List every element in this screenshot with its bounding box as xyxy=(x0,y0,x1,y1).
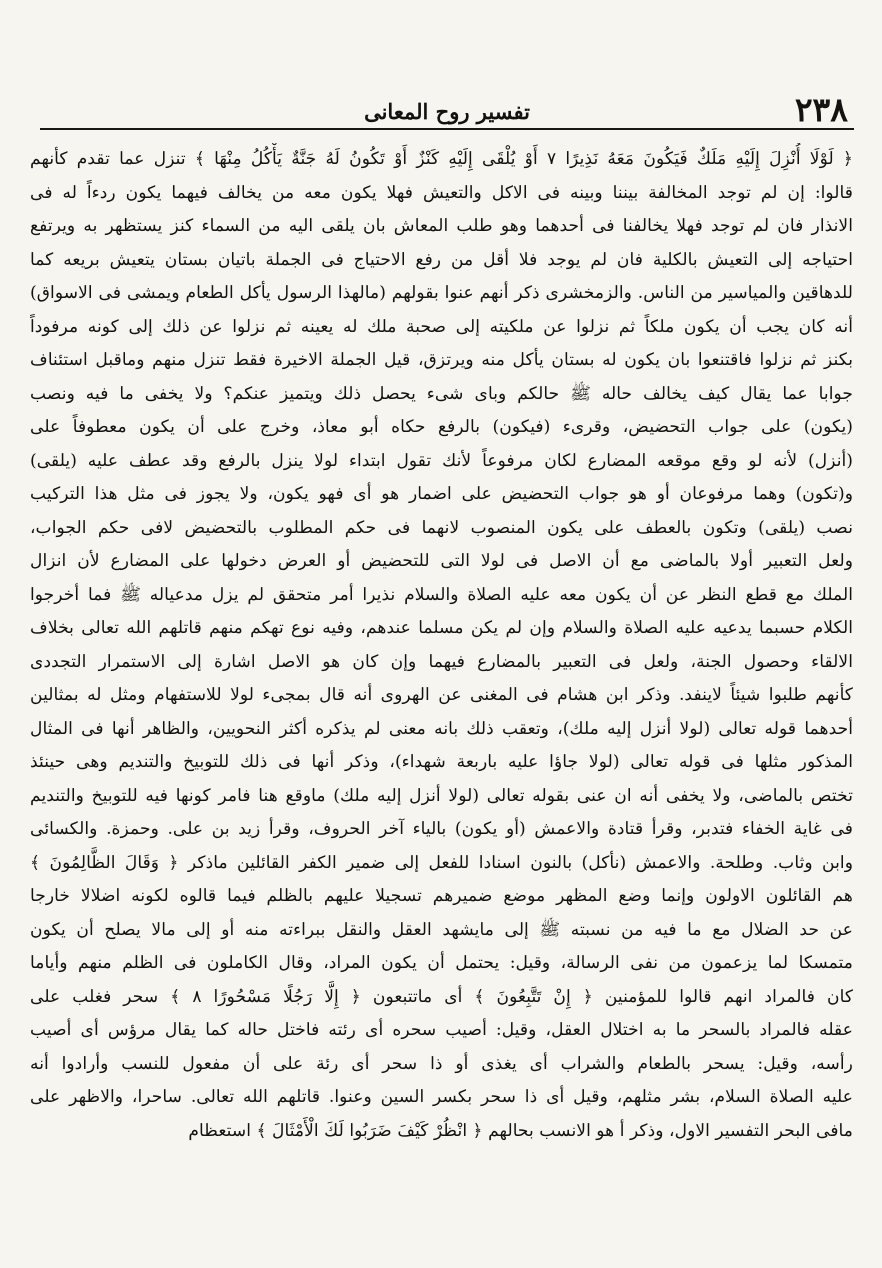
text-line: أنه كان يجب أن يكون ملكاً ثم نزلوا عن ملكيته إلى صحبة ملك له يعينه ثم نزلوا عن ذلك إلى كونه مرفوداً xyxy=(30,316,853,337)
text-line: مافى البحر التفسير الاول، وذكر أ هو الانسب بحالهم ﴿ انْظُرْ كَيْفَ ضَرَبُوا لَكَ الْأَمْثَالَ ﴾ استعظام xyxy=(188,1120,853,1141)
text-line: جوابا عما يقال كيف يخالف حاله ﷺ حالكم وباى شىء يحصل ذلك ويتميز عنكم؟ ولا يخفى ما فيه ونصب xyxy=(30,383,853,404)
text-line: المذكور مثلها فى قوله تعالى (لولا جاؤا عليه باربعة شهداء)، وذكر أنها فى ذلك للتوبيخ والتنديم وهى حينئذ xyxy=(30,752,853,772)
text-line: ولعل التعبير أولا بالماضى مع أن الاصل فى لولا التى للتحضيض أو العرض دخولها على المضارع لأن انزال xyxy=(30,551,853,571)
text-line: وابن وثاب. وطلحة. والاعمش (نأكل) بالنون اسنادا للفعل إلى ضمير الكفر القائلين ماذكر ﴿ وَقَالَ الظَّالِمُونَ ﴾ xyxy=(30,852,853,873)
text-line: الكلام حسبما يدعيه عليه الصلاة والسلام وإن لم يكن مسلما عندهم، وفيه نوع تهكم منهم قاتلهم الله تعالى بخلاف xyxy=(30,618,853,638)
text-line: نصب (يلقى) وتكون بالعطف على يكون المنصوب لانهما فى حكم المطلوب بالتحضيض لافى حكم الجواب، xyxy=(30,517,853,538)
body-text xyxy=(30,143,853,1148)
text-line: الملك مع قطع النظر عن أن يكون معه عليه الصلاة والسلام نذيرا أمر متحقق لم يزل مدعياله ﷺ فما أخرجوا xyxy=(30,584,853,605)
text-line: للدهاقين والمياسير من الناس. والزمخشرى ذكر أنهم عنوا بقولهم (مالهذا الرسول يأكل الطعام ويمشى فى الاسواق) xyxy=(30,283,853,303)
text-line: رأسه، وقيل: يسحر بالطعام والشراب أى يغذى أو ذا سحر أى رئة على أن مفعول للنسب وأرادوا أنه xyxy=(30,1053,853,1074)
text-line: أحدهما قوله تعالى (لولا أنزل إليه ملك)، وتعقب ذلك بانه معنى لم يذكره أكثر النحويين، والظاهر أنها فى المثال xyxy=(30,718,853,739)
text-line: تختص بالماضى، ولا يخفى أنه ان عنى بقوله تعالى (لولا أنزل إليه ملك) ماوقع هنا فامر كونها فيه للتوبيخ والتنديم xyxy=(30,785,853,806)
text-line: هم القائلون الاولون وإنما وضع المظهر موضع ضميرهم تسجيلا عليهم بالظلم فيما قالوه لكونه اضلالا خارجا xyxy=(30,886,853,906)
running-title: تفسير روح المعانى xyxy=(364,99,530,124)
text-line: (يكون) على جواب التحضيض، وقرىء (فيكون) بالرفع حكاه أبو معاذ، وخرج على أن يكون معطوفاً على xyxy=(30,417,853,437)
text-line: احتياجه إلى التعيش بالكلية فان لم يوجد فلا أقل من رفع الاحتياج فى الجملة باتيان بستان يتعيش بريعه كما xyxy=(30,249,853,270)
text-line: ﴿ لَوْلَا أُنْزِلَ إِلَيْهِ مَلَكٌ فَيَكُونَ مَعَهُ نَذِيرًا ٧ أَوْ يُلْقَى إِلَيْهِ كَنْزٌ أَوْ تَكُونُ لَهُ جَنَّةٌ يَأْكُلُ مِنْهَا ﴾ تنزل عما تقدم كأنهم xyxy=(30,149,853,169)
text-line: و(تكون) وهما مرفوعان أو هو جواب التحضيض على اضمار هو أى فهو يكون، ولا يجوز فى مثل هذا التركيب xyxy=(30,484,853,504)
text-line: (أنزل) لأنه لو وقع موقعه المضارع لكان مرفوعاً لأنك تقول ابتداء لولا ينزل بالرفع وقد عطف عليه (يلقى) xyxy=(30,450,853,471)
text-line: الالقاء وحصول الجنة، ولعل فى التعبير بالمضارع فيهما وإن كان هو الاصل اشارة إلى الاستمرار التجددى xyxy=(30,651,853,672)
text-line: قالوا: إن لم توجد المخالفة بيننا وبينه فى الاكل والتعيش فهلا يكون معه من يخالف فيهما يكون ردءاً له فى xyxy=(30,182,853,203)
text-line: الانذار فان لم توجد فهلا يخالفنا فى أحدهما وهو طلب المعاش بان يلقى اليه من السماء كنز يستظهر به ويرتفع xyxy=(30,216,853,236)
text-line: عليه الصلاة السلام، بشر مثلهم، وقيل أى ذا سحر بكسر السين وعنوا. قاتلهم الله تعالى. ساحرا، والاظهر على xyxy=(30,1087,853,1107)
page-header xyxy=(40,86,854,129)
text-line: بكنز ثم نزلوا فاقتنعوا بان يكون له بستان يأكل منه ويرتزق، قيل الجملة الاخيرة فقط تنزل منهم وماقبل استئناف xyxy=(30,350,853,370)
text-line: فى غاية الخفاء فتدبر، وقرأ قتادة والاعمش (أو يكون) بالياء آخر الحروف، وقرأ زيد بن على. وحمزة. والكسائى xyxy=(30,819,853,839)
text-line: عقله فالمراد بالسحر ما به اختلال العقل، وقيل: أصيب سحره أى رئته فاختل حاله كما يقال مرؤس أى أصيب xyxy=(30,1020,853,1040)
text-line: متمسكا لما يزعمون من نفى الرسالة، وقيل: يحتمل أن يكون المراد، وقال الكاملون فى الظلم منهم وأياما xyxy=(30,953,853,973)
header-rule xyxy=(40,128,854,130)
text-line: كان فالمراد انهم قالوا للمؤمنين ﴿ إِنْ تَتَّبِعُونَ ﴾ أى ماتتبعون ﴿ إِلَّا رَجُلًا مَسْحُورًا ٨ ﴾ سحر فغلب على xyxy=(30,986,853,1007)
page-number: ٢٣٨ xyxy=(794,90,848,129)
text-line: عن حد الضلال مع ما فيه من نسبته ﷺ إلى مايشهد العقل والنقل ببراءته منه أو إلى مالا يصلح أن يكون xyxy=(30,919,853,940)
text-line: كأنهم طلبوا شيئاً لاينفد. وذكر ابن هشام فى المغنى عن الهروى أنه قال بمجىء لولا للاستفهام ومثل له بمثالين xyxy=(30,685,853,705)
